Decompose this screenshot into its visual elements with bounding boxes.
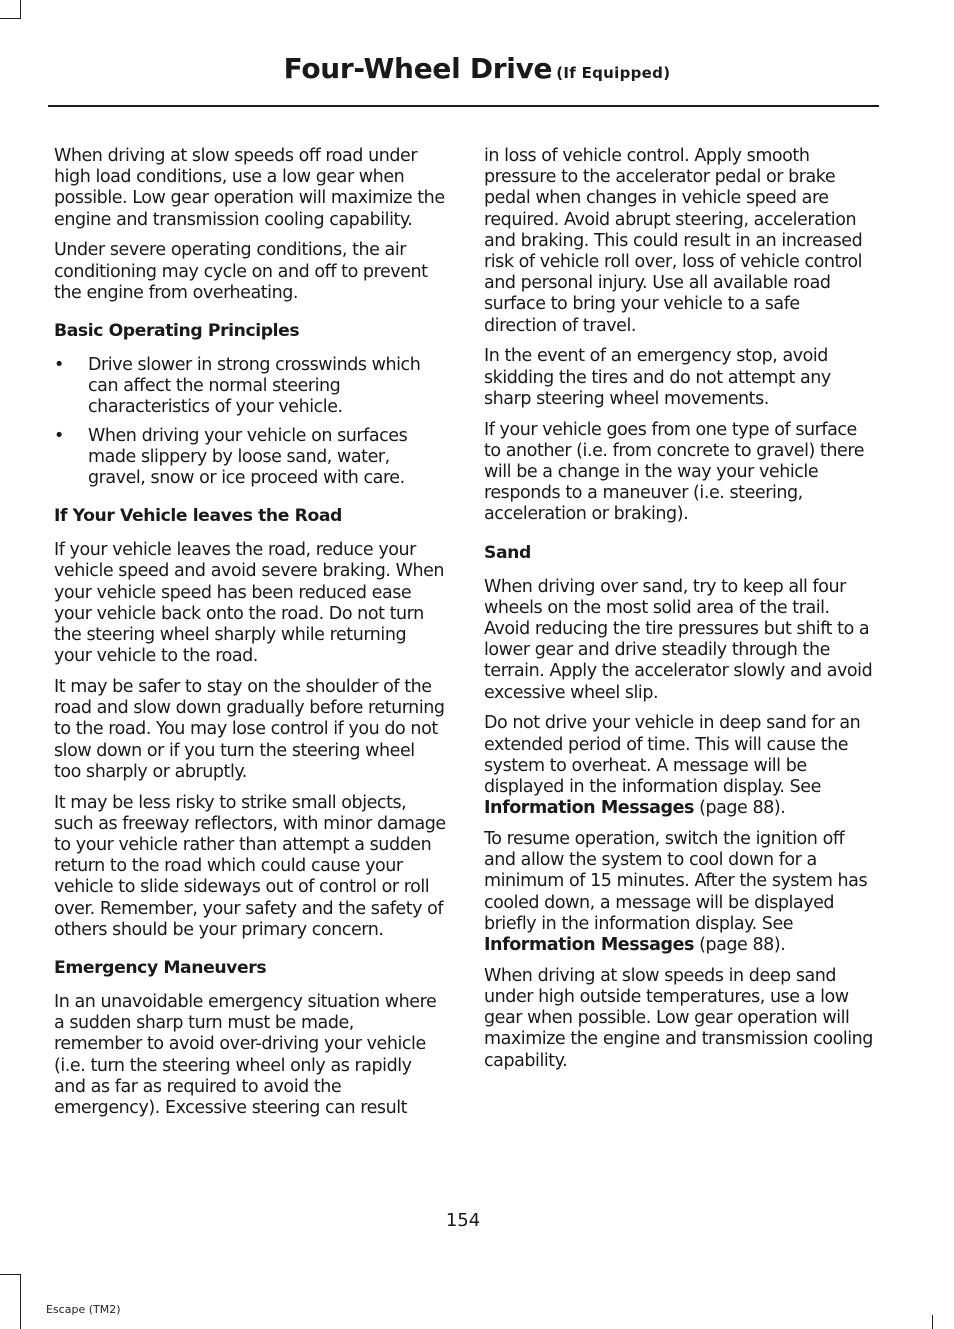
page-header [0,52,954,85]
paragraph: If your vehicle goes from one type of surface to another (i.e. from concrete to gravel) there will be a change in the way your vehicle responds to a maneuver (i.e. steering, acceleration or braking). [484,419,865,525]
cross-reference-link[interactable]: Information Messages [484,935,694,956]
paragraph-text: To resume operation, switch the ignition off and allow the system to cool down for a minimum of 15 minutes. After the system has cooled down, a message will be displayed briefly in the information display. See [484,829,868,934]
right-column [484,146,876,1081]
crop-mark-top-left-horizontal [0,18,21,19]
crop-mark-bottom-left-horizontal [0,1274,21,1275]
section-heading-sand: Sand [484,542,531,563]
list-item [54,426,446,490]
page-title: Four-Wheel Drive [283,52,553,85]
paragraph [484,829,876,956]
header-rule [48,105,879,107]
section-heading-emergency-maneuvers: Emergency Maneuvers [54,958,267,979]
paragraph: Under severe operating conditions, the air conditioning may cycle on and off to prevent the engine from overheating. [54,240,428,303]
page-reference: (page 88). [699,798,786,819]
list-item [54,355,446,419]
paragraph [484,713,876,819]
paragraph: In an unavoidable emergency situation where a sudden sharp turn must be made, remember to avoid over-driving your vehicle (i.e. turn the steering wheel only as rapidly and as far as required to avoid the emergency). Excessive steering can result [54,992,437,1119]
cross-reference-link[interactable]: Information Messages [484,798,694,819]
paragraph: in loss of vehicle control. Apply smooth pressure to the accelerator pedal or brake pedal when changes in vehicle speed are required. Avoid abrupt steering, acceleration and braking. This could result in an increased risk of vehicle roll over, loss of vehicle control and personal injury. Use all available road surface to bring your vehicle to a safe direction of travel. [484,146,863,336]
bullet-list [54,355,446,489]
page-number: 154 [445,1210,481,1231]
list-item-text: When driving your vehicle on surfaces made slippery by loose sand, water, gravel, snow or ice proceed with care. [88,425,408,489]
paragraph: It may be less risky to strike small objects, such as freeway reflectors, with minor damage to your vehicle rather than attempt a sudden return to the road which could cause your vehicle to slide sideways out of control or roll over. Remember, your safety and the safety of others should be your primary concern. [54,792,446,940]
page-reference: (page 88). [699,935,786,956]
section-heading-vehicle-leaves-road: If Your Vehicle leaves the Road [54,506,342,527]
left-column [54,146,446,1129]
paragraph-text: Do not drive your vehicle in deep sand for an extended period of time. This will cause the system to overheat. A message will be displayed in the information display. See [484,713,861,798]
bullet-icon: • [54,355,64,376]
page-subtitle: (If Equipped) [556,64,671,82]
section-heading-basic-operating-principles: Basic Operating Principles [54,321,300,342]
paragraph: When driving at slow speeds in deep sand under high outside temperatures, use a low gear when possible. Low gear operation will maximize the engine and transmission cooling capability. [484,965,873,1071]
bullet-icon: • [54,425,64,446]
paragraph: If your vehicle leaves the road, reduce your vehicle speed and avoid severe braking. When your vehicle speed has been reduced ease your vehicle back onto the road. Do not turn the steering wheel sharply while returning your vehicle to the road. [54,540,445,667]
paragraph: It may be safer to stay on the shoulder of the road and slow down gradually before returning to the road. You may lose control if you do not slow down or if you turn the steering wheel too sharply or abruptly. [54,677,445,782]
list-item-text: Drive slower in strong crosswinds which can affect the normal steering characteristics of your vehicle. [88,355,421,418]
footer-model-name: Escape (TM2) [46,1303,121,1316]
crop-mark-bottom-right-vertical [932,1315,933,1329]
crop-mark-bottom-left-vertical [20,1274,21,1329]
paragraph: In the event of an emergency stop, avoid skidding the tires and do not attempt any sharp steering wheel movements. [484,346,831,409]
crop-mark-top-left-vertical [20,0,21,18]
paragraph: When driving over sand, try to keep all four wheels on the most solid area of the trail. Avoid reducing the tire pressures but shift to a lower gear and drive steadily through the terrain. Apply the accelerator slowly and avoid excessive wheel slip. [484,576,873,703]
paragraph: When driving at slow speeds off road under high load conditions, use a low gear when possible. Low gear operation will maximize the engine and transmission cooling capability. [54,146,445,230]
